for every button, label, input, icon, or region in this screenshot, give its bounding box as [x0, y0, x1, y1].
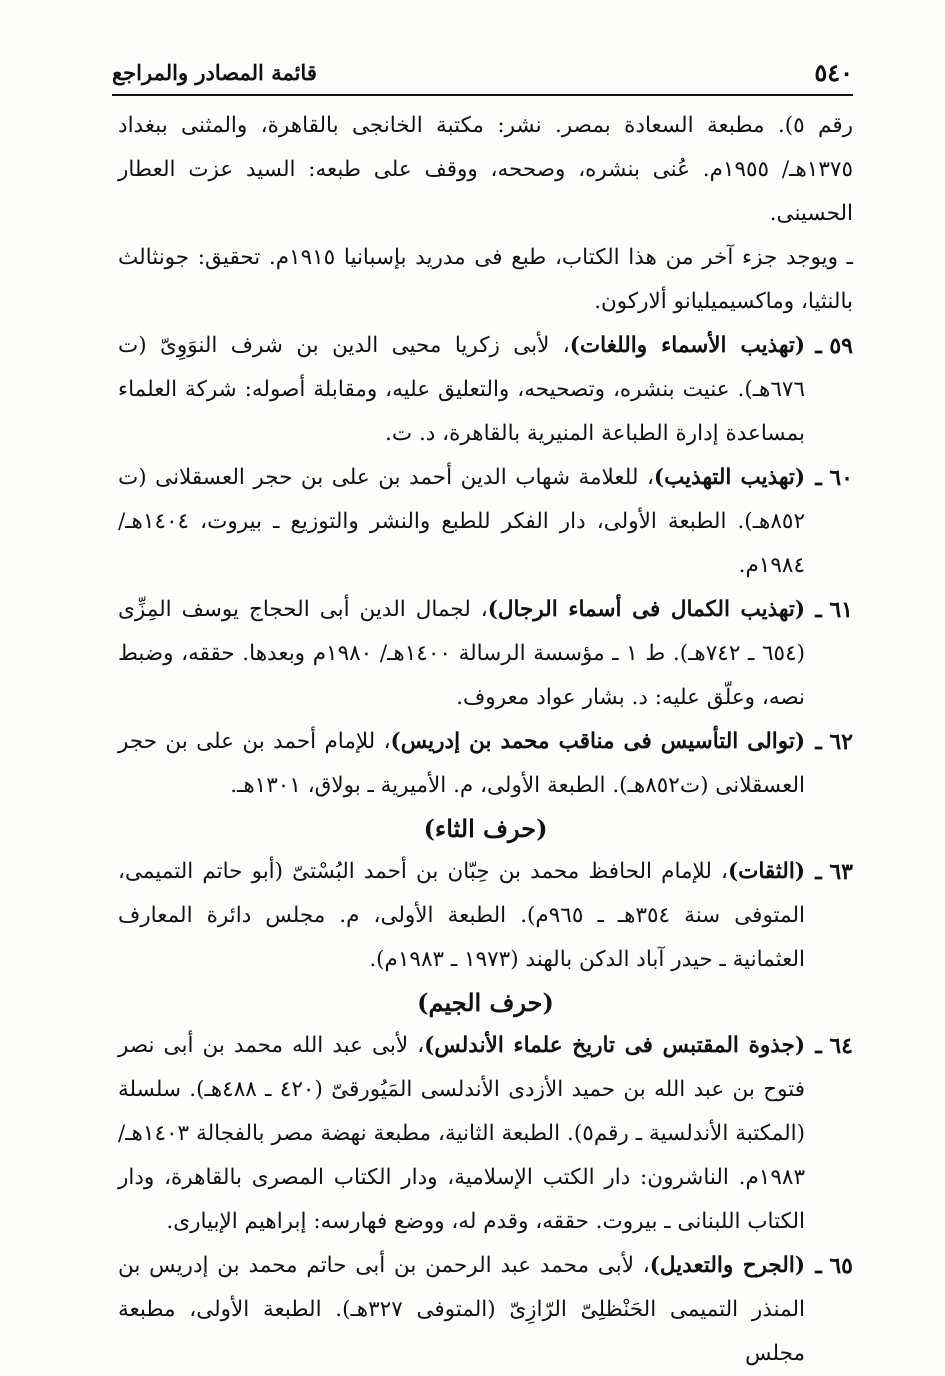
entry-text: ، لجمال الدين أبى الحجاج يوسف المِزِّى (٦٥٤ ـ ٧٤٢هـ). ط ١ ـ مؤسسة الرسالة ١٤٠٠هـ/ ١٩٨٠م وبعدها. حققه، وضبط نصه، وعلّق عليه: د. بشار عواد معروف.	[118, 597, 806, 710]
entry-title: (تهذيب التهذيب)	[653, 465, 805, 490]
entry-number: ٦٥ ـ	[815, 1253, 853, 1279]
entry-text: ، لأبى عبد الله محمد بن أبى نصر فتوح بن عبد الله بن حميد الأزدى الأندلسى المَيُورقىّ (٤٢٠ ـ ٤٨٨هـ). سلسلة (المكتبة الأندلسية ـ رقم٥). الطبعة الثانية، مطبعة نهضة مصر بالفجالة ١٤٠٣هـ/ ١٩٨٣م. الناشرون: دار الكتب الإسلامية، ودار الكتاب المصرى بالقاهرة، ودار الكتاب اللبنانى ـ بيروت. حققه، وقدم له، ووضع فهارسه: إبراهيم الإبيارى.	[118, 1033, 806, 1234]
bibliography-entry	[118, 1024, 853, 1244]
page-number: ٥٤٠	[814, 58, 853, 87]
bibliography-entry	[118, 588, 853, 720]
entry-number: ٦٠ ـ	[815, 465, 853, 491]
running-title: قائمة المصادر والمراجع	[112, 60, 317, 85]
section-heading-tha: (حرف الثاء)	[423, 814, 548, 843]
continuation-note: ـ ويوجد جزء آخر من هذا الكتاب، طبع فى مدريد بإسبانيا ١٩١٥م. تحقيق: جونثالث بالنثيا، وماكسيميليانو ألاركون.	[118, 245, 853, 314]
entry-title: (جذوة المقتبس فى تاريخ علماء الأندلس)	[424, 1033, 805, 1058]
continuation-paragraph: رقم ٥). مطبعة السعادة بمصر. نشر: مكتبة الخانجى بالقاهرة، والمثنى ببغداد ١٣٧٥هـ/ ١٩٥٥م. عُنى بنشره، وصححه، ووقف على طبعه: السيد عزت العطار الحسينى.	[118, 113, 854, 226]
entry-text: ، لأبى محمد عبد الرحمن بن أبى حاتم محمد بن إدريس بن المنذر التميمى الحَنْظلِىّ الرّازِىّ (المتوفى ٣٢٧هـ). الطبعة الأولى، مطبعة مجلس	[118, 1253, 805, 1366]
entry-number: ٦٣ ـ	[815, 859, 853, 885]
entry-title: (الجرح والتعديل)	[649, 1253, 806, 1278]
entry-title: (الثقات)	[727, 859, 805, 884]
entry-title: (تهذيب الكمال فى أسماء الرجال)	[487, 597, 806, 622]
entry-text: ، للإمام أحمد بن على بن حجر العسقلانى (ت٨٥٢هـ). الطبعة الأولى، م. الأميرية ـ بولاق، ١٣٠١هـ.	[118, 729, 805, 798]
entry-number: ٦٤ ـ	[815, 1033, 853, 1059]
section-heading-jim: (حرف الجيم)	[417, 988, 554, 1017]
entry-title: (تهذيب الأسماء واللغات)	[569, 333, 805, 358]
bibliography-entry	[118, 324, 853, 456]
entry-text: ، لأبى زكريا محيى الدين بن شرف النوَوِىّ (ت ٦٧٦هـ). عنيت بنشره، وتصحيحه، والتعليق عليه، ومقابلة أصوله: شركة العلماء بمساعدة إدارة الطباعة المنيرية بالقاهرة، د. ت.	[118, 333, 805, 446]
entry-text: ، للعلامة شهاب الدين أحمد بن على بن حجر العسقلانى (ت ٨٥٢هـ). الطبعة الأولى، دار الفكر للطبع والنشر والتوزيع ـ بيروت، ١٤٠٤هـ/ ١٩٨٤م.	[118, 465, 805, 578]
bibliography-entry	[118, 850, 853, 982]
entry-text: ، للإمام الحافظ محمد بن حِبّان بن أحمد البُسْتىّ (أبو حاتم التميمى، المتوفى سنة ٣٥٤هـ ـ ٩٦٥م). الطبعة الأولى، م. مجلس دائرة المعارف العثمانية ـ حيدر آباد الدكن بالهند (١٩٧٣ ـ ١٩٨٣م).	[118, 859, 806, 972]
bibliography-entry	[118, 1244, 853, 1376]
entry-number: ٦١ ـ	[815, 597, 853, 623]
bibliography-entry	[118, 720, 853, 808]
entry-title: (توالى التأسيس فى مناقب محمد بن إدريس)	[390, 729, 805, 754]
entry-number: ٦٢ ـ	[815, 729, 853, 755]
entry-number: ٥٩ ـ	[815, 333, 853, 359]
bibliography-entry	[118, 456, 853, 588]
page-header	[112, 54, 853, 96]
bibliography-body	[118, 104, 853, 1376]
